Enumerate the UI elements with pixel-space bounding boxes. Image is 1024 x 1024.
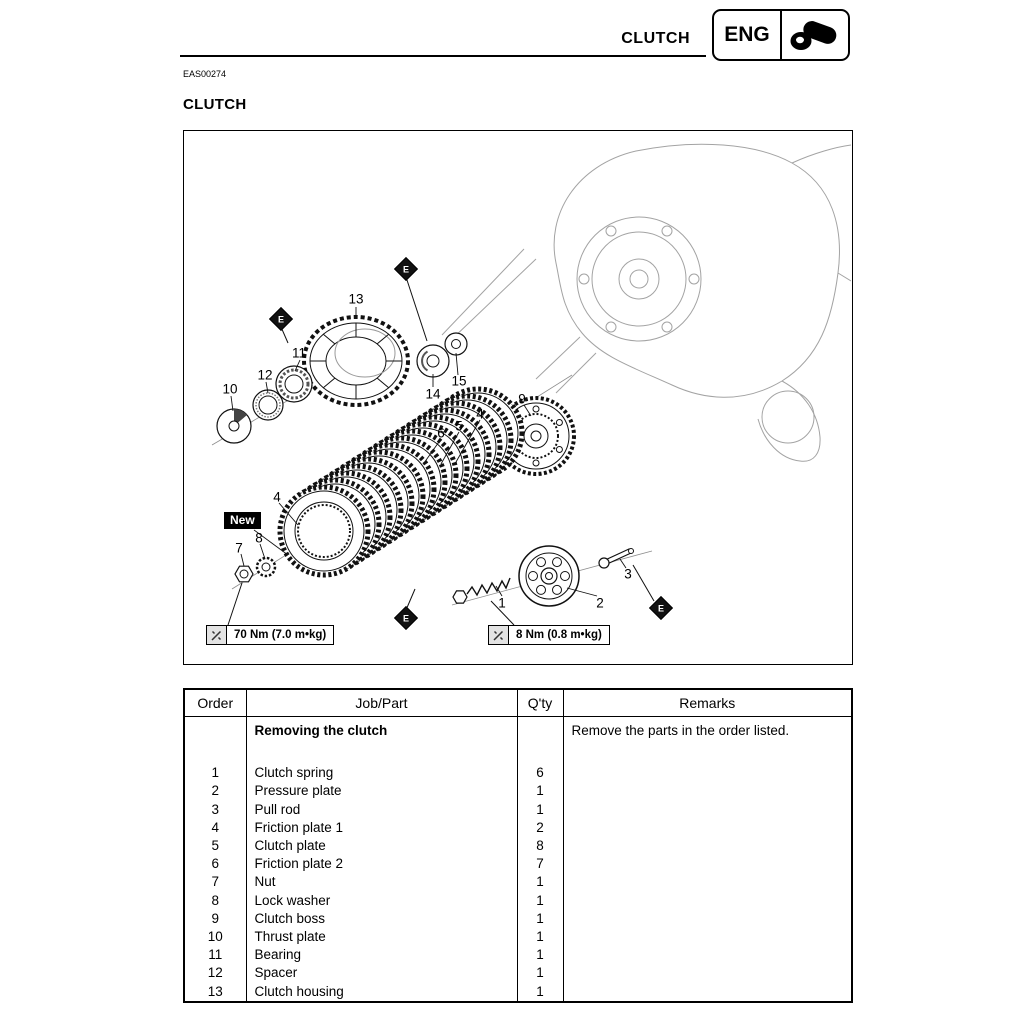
e-marker-layer	[184, 131, 852, 664]
table-row: 7 Nut 1	[184, 873, 852, 891]
page-title: CLUTCH	[621, 30, 690, 47]
callout-12: 12	[257, 367, 273, 383]
col-header-qty: Q'ty	[517, 689, 563, 717]
table-row: 2 Pressure plate 1	[184, 782, 852, 800]
callout-1: 1	[498, 595, 506, 611]
engine-icon	[782, 11, 848, 59]
table-row: 5 Clutch plate 8	[184, 837, 852, 855]
torque-value: 70 Nm (7.0 m•kg)	[234, 629, 327, 641]
new-part-label: New	[224, 512, 261, 529]
callout-10: 10	[222, 381, 238, 397]
grease-e-marker: E	[394, 606, 418, 630]
parts-rows	[184, 717, 852, 1002]
callout-8: 8	[255, 530, 263, 546]
callout-7: 7	[235, 540, 243, 556]
grease-e-marker: E	[394, 257, 418, 281]
callout-6: 6	[437, 425, 445, 441]
chapter-tab	[712, 9, 850, 61]
callout-11: 11	[291, 345, 307, 361]
wrench-icon	[489, 626, 509, 644]
document-code: EAS00274	[183, 69, 227, 79]
grease-e-marker: E	[649, 596, 673, 620]
eng-chapter-label: ENG	[714, 11, 782, 59]
exploded-diagram	[183, 130, 853, 665]
callout-15: 15	[451, 373, 467, 389]
wrench-icon	[207, 626, 227, 644]
grease-e-marker: E	[269, 307, 293, 331]
job-title: Removing the clutch	[246, 717, 517, 765]
remarks-text: Remove the parts in the order listed.	[563, 717, 852, 765]
callout-4: 4	[476, 406, 484, 422]
col-header-jobpart: Job/Part	[246, 689, 517, 717]
table-row: 9 Clutch boss 1	[184, 910, 852, 928]
table-row: 3 Pull rod 1	[184, 801, 852, 819]
callout-2: 2	[596, 595, 604, 611]
section-title: CLUTCH	[183, 96, 247, 113]
header-rule	[180, 55, 706, 57]
table-row: 6 Friction plate 2 7	[184, 855, 852, 873]
table-row: 12 Spacer 1	[184, 964, 852, 982]
callout-9: 9	[518, 391, 526, 407]
torque-value: 8 Nm (0.8 m•kg)	[516, 629, 602, 641]
callout-4: 4	[273, 489, 281, 505]
torque-spec-70nm	[206, 625, 334, 645]
table-row: 1 Clutch spring 6	[184, 764, 852, 782]
table-header-row	[184, 689, 852, 717]
table-row: 11 Bearing 1	[184, 946, 852, 964]
col-header-order: Order	[184, 689, 246, 717]
table-row: 4 Friction plate 1 2	[184, 819, 852, 837]
callout-13: 13	[348, 291, 364, 307]
table-intro-row	[184, 717, 852, 765]
col-header-remarks: Remarks	[563, 689, 852, 717]
table-row: 10 Thrust plate 1	[184, 928, 852, 946]
callout-14: 14	[425, 386, 441, 402]
callout-3: 3	[624, 566, 632, 582]
table-row: 8 Lock washer 1	[184, 892, 852, 910]
torque-spec-8nm	[488, 625, 610, 645]
parts-table	[183, 688, 853, 1003]
table-row: 13 Clutch housing 1	[184, 983, 852, 1002]
callout-5: 5	[455, 418, 463, 434]
